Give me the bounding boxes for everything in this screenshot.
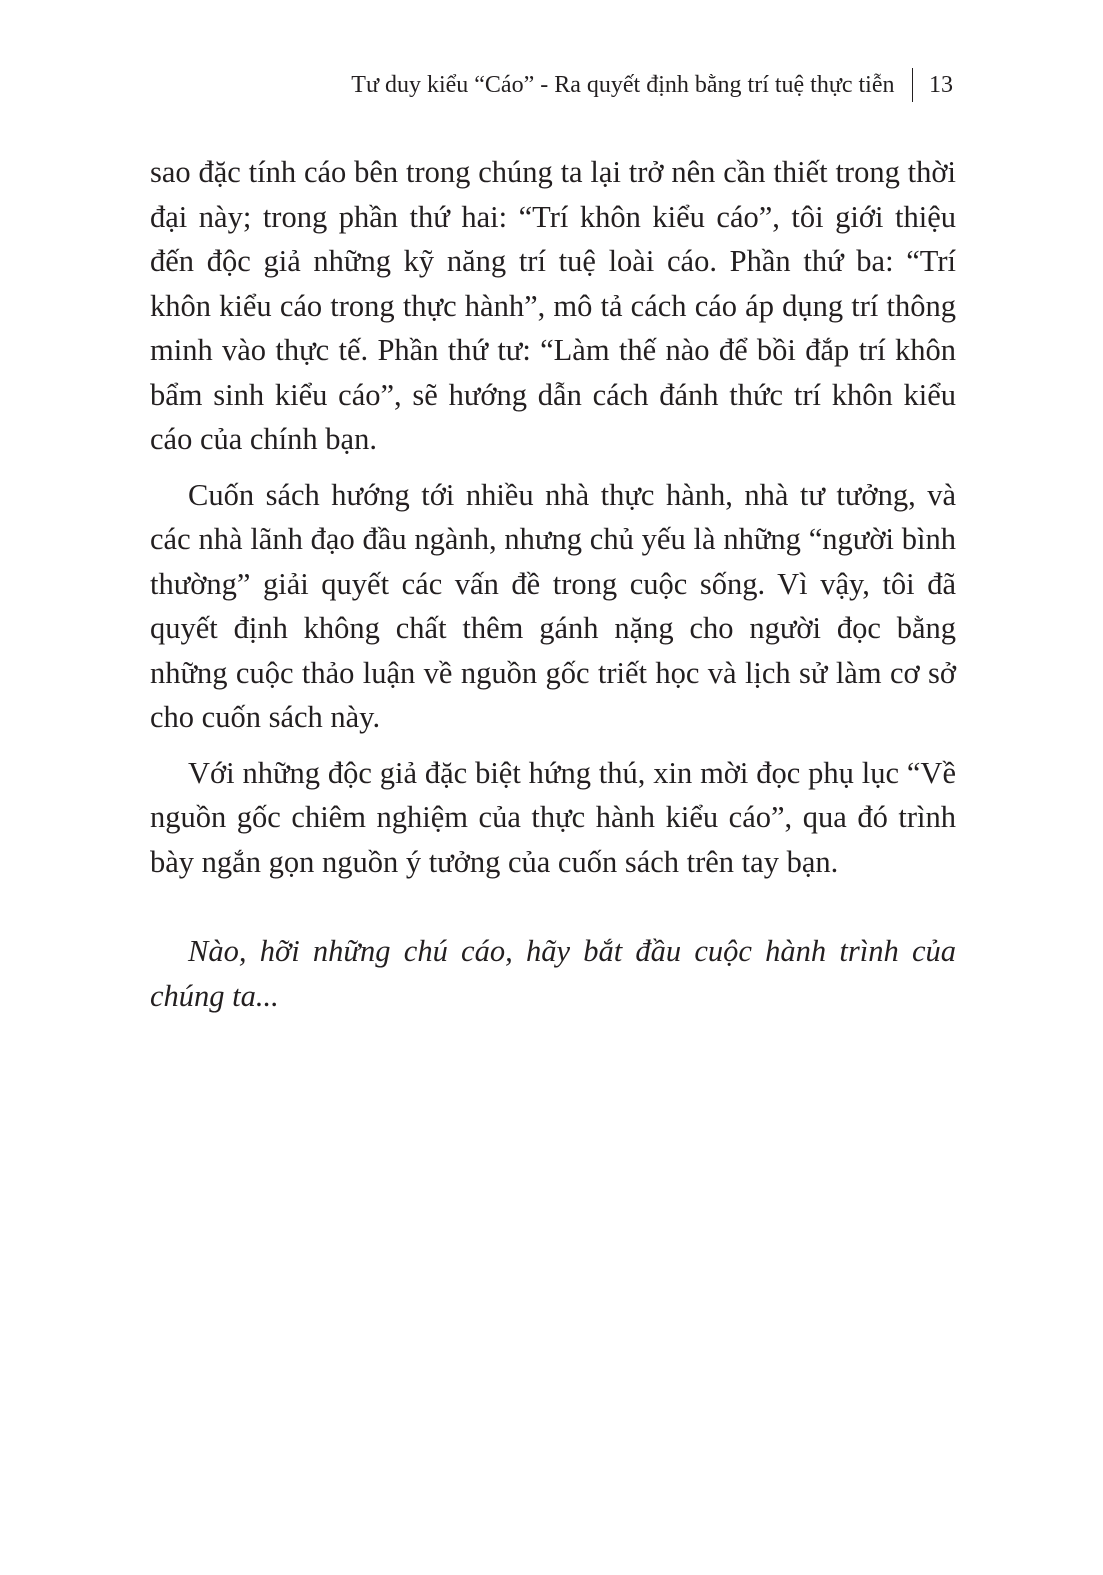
- closing-line: Nào, hỡi những chú cáo, hãy bắt đầu cuộc hành trình của chúng ta...: [150, 934, 956, 1013]
- paragraph: Với những độc giả đặc biệt hứng thú, xin mời đọc phụ lục “Về nguồn gốc chiêm nghiệm của thực hành kiểu cáo”, qua đó trình bày ngắn gọn nguồn ý tưởng của cuốn sách trên tay bạn.: [150, 755, 956, 879]
- running-header-title: Tư duy kiểu “Cáo” - Ra quyết định bằng trí tuệ thực tiễn: [351, 72, 895, 98]
- page-number: 13: [929, 72, 953, 98]
- paragraph-continued: sao đặc tính cáo bên trong chúng ta lại trở nên cần thiết trong thời đại này; trong phần thứ hai: “Trí khôn kiểu cáo”, tôi giới thiệu đến độc giả những kỹ năng trí tuệ loài cáo. Phần thứ ba: “Trí khôn kiểu cáo trong thực hành”, mô tả cách cáo áp dụng trí thông minh vào thực tế. Phần thứ tư: “Làm thế nào để bồi đắp trí khôn bẩm sinh kiểu cáo”, sẽ hướng dẫn cách đánh thức trí khôn kiểu cáo của chính bạn.: [150, 155, 956, 456]
- running-header: [351, 68, 953, 102]
- header-divider: [912, 68, 914, 102]
- body-text: [150, 150, 956, 1029]
- paragraph: Cuốn sách hướng tới nhiều nhà thực hành, nhà tư tưởng, và các nhà lãnh đạo đầu ngành, nhưng chủ yếu là những “người bình thường” giải quyết các vấn đề trong cuộc sống. Vì vậy, tôi đã quyết định không chất thêm gánh nặng cho người đọc bằng những cuộc thảo luận về nguồn gốc triết học và lịch sử làm cơ sở cho cuốn sách này.: [150, 477, 956, 734]
